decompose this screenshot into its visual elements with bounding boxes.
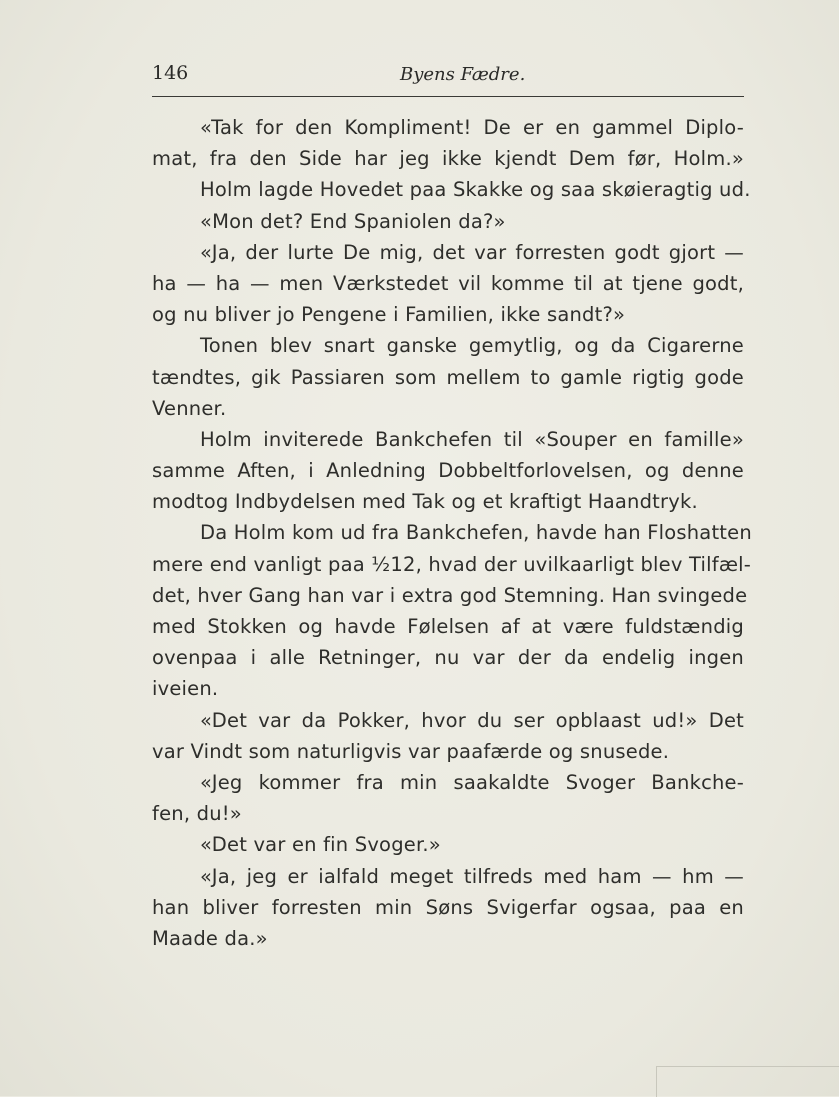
page-header [152, 58, 744, 98]
text-line: Holm inviterede Bankchefen til «Souper en famille» [200, 427, 744, 451]
text-line: samme Aften, i Anledning Dobbeltforlovelsen, og denne [152, 459, 744, 483]
text-line: det, hver Gang han var i extra god Stemning. Han svingede [152, 583, 748, 607]
header-rule [152, 96, 744, 97]
text-line: modtog Indbydelsen med Tak og et kraftigt Haandtryk. [152, 490, 698, 514]
text-line: «Ja, der lurte De mig, det var forresten godt gjort — [200, 240, 744, 264]
text-line: «Jeg kommer fra min saakaldte Svoger Bankche- [200, 770, 744, 794]
text-line: tændtes, gik Passiaren som mellem to gamle rigtig gode [152, 365, 744, 389]
text-line: var Vindt som naturligvis var paafærde og snusede. [152, 739, 670, 763]
text-line: ovenpaa i alle Retninger, nu var der da endelig ingen [152, 646, 744, 670]
text-line: fen, du!» [152, 802, 242, 826]
text-line: «Det var da Pokker, hvor du ser opblaast ud!» Det [200, 708, 744, 732]
text-line: mere end vanligt paa ½12, hvad der uvilkaarligt blev Tilfæl- [152, 552, 752, 576]
page-number: 146 [152, 62, 189, 84]
text-line: Tonen blev snart ganske gemytlig, og da Cigarerne [200, 334, 744, 358]
text-line: Maade da.» [152, 926, 268, 950]
text-line: iveien. [152, 677, 219, 701]
text-line: han bliver forresten min Søns Svigerfar ogsaa, paa en [152, 895, 744, 919]
text-line: mat, fra den Side har jeg ikke kjendt Dem før, Holm.» [152, 147, 744, 171]
text-line: «Ja, jeg er ialfald meget tilfreds med ham — hm — [200, 864, 744, 888]
running-title: Byens Fædre. [400, 64, 526, 85]
text-line: med Stokken og havde Følelsen af at være fuldstændig [152, 615, 744, 638]
text-line: Da Holm kom ud fra Bankchefen, havde han Floshatten [200, 521, 752, 545]
text-line: «Mon det? End Spaniolen da?» [200, 209, 506, 233]
text-line: Venner. [152, 396, 227, 420]
text-line: ha — ha — men Værkstedet vil komme til at tjene godt, [152, 271, 744, 295]
text-line: «Det var en fin Svoger.» [200, 833, 441, 857]
text-line: og nu bliver jo Pengene i Familien, ikke sandt?» [152, 303, 626, 327]
text-line: Holm lagde Hovedet paa Skakke og saa skøieragtig ud. [200, 178, 751, 202]
text-line: «Tak for den Kompliment! De er en gammel Diplo- [200, 116, 744, 139]
page-corner-mark [656, 1066, 839, 1097]
body-text [152, 112, 752, 954]
